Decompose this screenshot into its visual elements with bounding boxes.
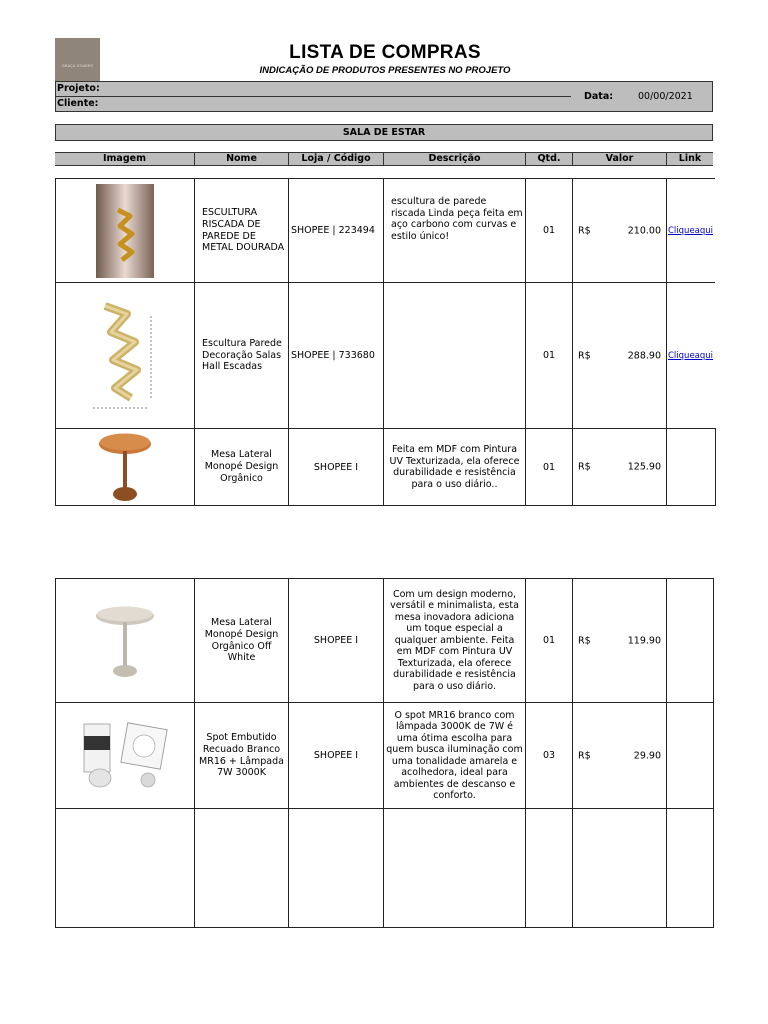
item-price: 125.90: [627, 461, 661, 473]
empty-cell: [195, 809, 289, 928]
item-link[interactable]: Cliqueaqui: [668, 351, 714, 361]
section-title: SALA DE ESTAR: [55, 124, 713, 141]
white-side-table-photo-icon: [58, 601, 192, 681]
page-subtitle: INDICAÇÃO DE PRODUTOS PRESENTES NO PROJETO: [259, 65, 511, 76]
item-link-cell: [667, 283, 716, 429]
item-image-cell: [56, 179, 195, 283]
projeto-label: Projeto:: [57, 83, 100, 94]
logo-text: GRAÇA SOARES: [61, 64, 94, 68]
table-row-empty: [56, 809, 714, 928]
item-link-cell: [667, 579, 714, 703]
item-price: 29.90: [633, 750, 661, 761]
item-link-cell: [667, 703, 714, 809]
data-value: 00/00/2021: [638, 91, 693, 102]
empty-cell: [667, 809, 714, 928]
item-store: SHOPEE I: [289, 579, 384, 703]
item-link-cell: [667, 179, 716, 283]
cliente-label: Cliente:: [57, 98, 99, 109]
col-header-link: Link: [666, 153, 713, 165]
item-value-cell: [573, 179, 667, 283]
item-qty: 01: [526, 429, 573, 506]
page-title: LISTA DE COMPRAS: [289, 42, 481, 63]
item-qty: 01: [526, 579, 573, 703]
item-price: 210.00: [627, 225, 661, 236]
table-row: [56, 703, 714, 809]
item-price: 119.90: [627, 635, 661, 646]
empty-cell: [573, 809, 667, 928]
item-link-cell: [667, 429, 716, 506]
item-name: Mesa Lateral Monopé Design Orgânico: [195, 429, 289, 506]
item-store: SHOPEE I: [289, 703, 384, 809]
gold-sculpture-photo-icon: [58, 296, 192, 416]
column-header-row: [55, 152, 713, 166]
item-description: O spot MR16 branco com lâmpada 3000K de 7W é uma ótima escolha para quem busca iluminação com uma tonalidade amarela e acolhedora, ideal para ambientes de descanso e conforto.: [384, 703, 526, 809]
item-description: Feita em MDF com Pintura UV Texturizada, ela oferece durabilidade e resistência para o uso diário..: [384, 429, 526, 506]
item-price: 288.90: [627, 350, 661, 361]
item-description: [384, 283, 526, 429]
items-table-2: [55, 578, 714, 928]
data-label: Data:: [584, 91, 614, 102]
item-qty: 03: [526, 703, 573, 809]
empty-cell: [526, 809, 573, 928]
item-value-cell: [573, 429, 667, 506]
currency: R$: [578, 350, 591, 361]
empty-cell: [384, 809, 526, 928]
currency: R$: [578, 635, 591, 646]
table-row: [56, 283, 716, 429]
item-store: SHOPEE | 733680: [289, 283, 384, 429]
spot-light-photo-icon: [58, 716, 192, 796]
items-table-1: [55, 178, 716, 506]
item-store: SHOPEE | 223494: [289, 179, 384, 283]
item-description: Com um design moderno, versátil e minimalista, esta mesa inovadora adiciona um toque especial a qualquer ambiente. Feita em MDF com Pintura UV Texturizada, ela oferece durabilidade e resistência para o uso diário.: [384, 579, 526, 703]
col-header-nome: Nome: [194, 153, 288, 165]
empty-cell: [289, 809, 384, 928]
item-image-cell: [56, 283, 195, 429]
item-name: Escultura Parede Decoração Salas Hall Escadas: [195, 283, 289, 429]
col-header-valor: Valor: [572, 153, 666, 165]
item-name: Spot Embutido Recuado Branco MR16 + Lâmpada 7W 3000K: [195, 703, 289, 809]
col-header-qtd: Qtd.: [525, 153, 572, 165]
item-link[interactable]: Cliqueaqui: [668, 226, 714, 236]
item-description: escultura de parede riscada Linda peça feita em aço carbono com curvas e estilo único!: [384, 179, 526, 283]
item-qty: 01: [526, 179, 573, 283]
item-value-cell: [573, 703, 667, 809]
currency: R$: [578, 750, 591, 761]
project-info-box: [55, 81, 713, 112]
table-row: [56, 179, 716, 283]
company-logo: [55, 38, 100, 81]
currency: R$: [578, 461, 591, 473]
item-qty: 01: [526, 283, 573, 429]
item-value-cell: [573, 283, 667, 429]
empty-cell: [56, 809, 195, 928]
item-image-cell: [56, 579, 195, 703]
wall-sculpture-photo-icon: [58, 184, 192, 278]
currency: R$: [578, 225, 591, 236]
table-row: [56, 579, 714, 703]
item-name: Mesa Lateral Monopé Design Orgânico Off White: [195, 579, 289, 703]
item-image-cell: [56, 703, 195, 809]
item-value-cell: [573, 579, 667, 703]
item-name: ESCULTURA RISCADA DE PAREDE DE METAL DOURADA: [195, 179, 289, 283]
project-divider: [56, 96, 571, 97]
item-image-cell: [56, 429, 195, 506]
wood-side-table-photo-icon: [58, 431, 192, 503]
table-row: [56, 429, 716, 506]
col-header-imagem: Imagem: [103, 153, 146, 164]
col-header-descricao: Descrição: [383, 153, 525, 165]
col-header-loja: Loja / Código: [288, 153, 383, 165]
item-store: SHOPEE I: [289, 429, 384, 506]
